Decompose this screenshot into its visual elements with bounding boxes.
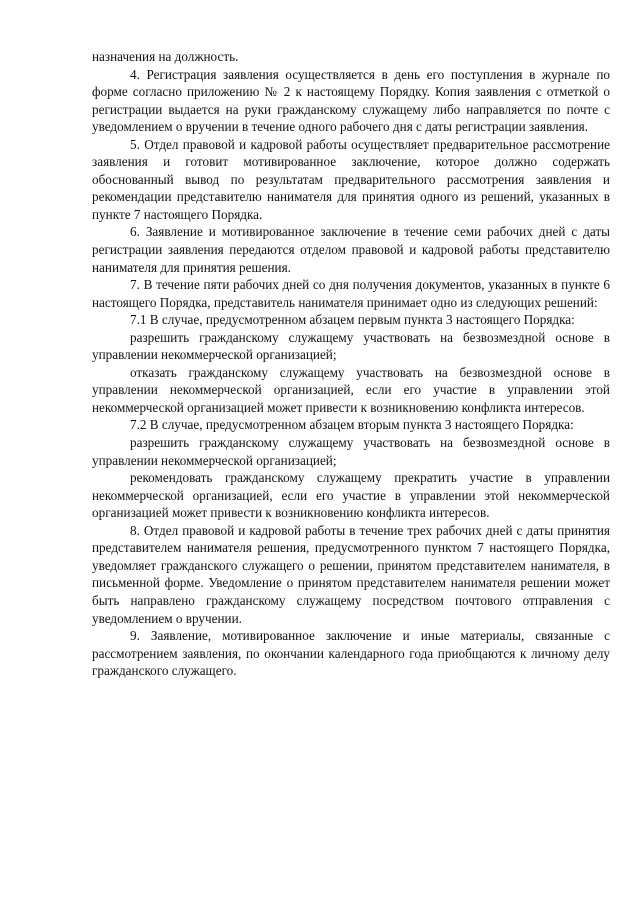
paragraph-6-transfer: 6. Заявление и мотивированное заключение в течение семи рабочих дней с даты регистрации заявления передаются отделом правовой и кадровой работы представителю нанимателя для принятия решения. [92,224,610,275]
paragraph-7-2-recommend: рекомендовать гражданскому служащему прекратить участие в управлении некоммерческой организацией, если его участие в управлении этой некоммерческой организацией может привести к возникновению конфликта интересов. [92,470,610,521]
paragraph-7-decisions: 7. В течение пяти рабочих дней со дня получения документов, указанных в пункте 6 настоящего Порядка, представитель нанимателя принимает одно из следующих решений: [92,277,610,310]
paragraph-continuation: назначения на должность. [92,49,239,64]
document-body [92,48,610,680]
paragraph-9-archiving: 9. Заявление, мотивированное заключение и иные материалы, связанные с рассмотрением заявления, по окончании календарного года приобщаются к личному делу гражданского служащего. [92,628,610,679]
paragraph-7-1-permit: разрешить гражданскому служащему участвовать на безвозмездной основе в управлении некоммерческой организацией; [92,329,610,363]
paragraph-4-registration: 4. Регистрация заявления осуществляется в день его поступления в журнале по форме согласно приложению № 2 к настоящему Порядку. Копия заявления с отметкой о регистрации выдается на руки гражданскому служащему либо направляется по почте с уведомлением о вручении в течение одного рабочего дня с даты регистрации заявления. [92,66,610,135]
paragraph-5-preliminary-review: 5. Отдел правовой и кадровой работы осуществляет предварительное рассмотрение заявления и готовит мотивированное заключение, которое должно содержать обоснованный вывод по результатам предварительного рассмотрения заявления и рекомендации представителю нанимателя для принятия одного из решений, указанных в пункте 7 настоящего Порядка. [92,136,610,222]
paragraph-7-2-heading: 7.2 В случае, предусмотренном абзацем вторым пункта 3 настоящего Порядка: [130,417,574,433]
paragraph-7-2-permit: разрешить гражданскому служащему участвовать на безвозмездной основе в управлении некоммерческой организацией; [92,435,610,468]
paragraph-8-notification: 8. Отдел правовой и кадровой работы в течение трех рабочих дней с даты принятия представителем нанимателя решения, предусмотренного пунктом 7 настоящего Порядка, уведомляет гражданского служащего о решении, принятом представителем нанимателя, в письменной форме. Уведомление о принятом представителем нанимателя решении может быть направлено гражданскому служащему посредством почтового отправления с уведомлением о вручении. [92,522,610,626]
paragraph-7-1-refuse: отказать гражданскому служащему участвовать на безвозмездной основе в управлении некоммерческой организацией, если его участие в управлении этой некоммерческой организацией может привести к возникновению конфликта интересов. [92,364,610,415]
paragraph-7-1-heading: 7.1 В случае, предусмотренном абзацем первым пункта 3 настоящего Порядка: [130,312,575,328]
